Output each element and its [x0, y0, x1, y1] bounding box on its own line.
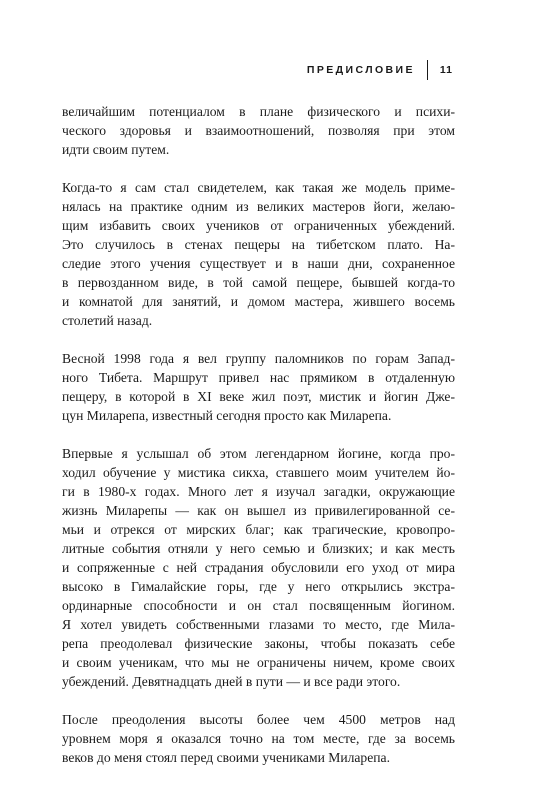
text-line: и своим ученикам, что мы не ограничены ничем, кроме своих — [62, 655, 455, 670]
paragraph — [62, 444, 455, 691]
text-line: После преодоления высоты более чем 4500 метров над — [62, 712, 455, 727]
text-line: щим избавить своих учеников от ограниченных убеждений. — [62, 218, 455, 233]
page-number: 11 — [439, 64, 453, 76]
text-line: и сопряженные с ней страдания обусловили его уход от мира — [62, 560, 455, 575]
text-line: мьи и отрекся от мирских благ; как трагические, кровопро- — [62, 522, 455, 537]
text-line: ходил обучение у мистика сикха, ставшего моим учителем йо- — [62, 465, 455, 480]
text-line: литные события отняли у него семью и близких; и как месть — [62, 541, 455, 556]
text-line: столетий назад. — [62, 313, 153, 328]
running-header — [307, 60, 453, 80]
paragraph — [62, 178, 455, 330]
text-line: Впервые я услышал об этом легендарном йогине, когда про- — [62, 446, 455, 461]
text-line: ги в 1980-х годах. Много лет я изучал загадки, окружающие — [62, 484, 455, 499]
text-line: Я хотел увидеть собственными глазами то место, где Мила- — [62, 617, 455, 632]
text-line: пещеру, в которой в XI веке жил поэт, мистик и йогин Дже- — [62, 389, 455, 404]
text-line: высоко в Гималайские горы, где у него открылись экстра- — [62, 579, 455, 594]
text-line: ординарные способности и он стал посвященным йогином. — [62, 598, 455, 613]
text-line: величайшим потенциалом в плане физического и психи- — [62, 104, 455, 119]
section-title: ПРЕДИСЛОВИЕ — [306, 64, 415, 76]
text-line: убеждений. Девятнадцать дней в пути — и все ради этого. — [62, 674, 401, 689]
body-text — [62, 102, 455, 786]
text-line: цун Миларепа, известный сегодня просто как Миларепа. — [62, 408, 392, 423]
text-line: идти своим путем. — [62, 142, 170, 157]
paragraph — [62, 349, 455, 425]
paragraph — [62, 102, 455, 159]
text-line: веков до меня стоял перед своими учениками Миларепа. — [62, 750, 390, 765]
text-line: Когда-то я сам стал свидетелем, как такая же модель приме- — [62, 180, 455, 195]
text-line: жизнь Миларепы — как он вышел из привилегированной се- — [62, 503, 455, 518]
text-line: следие этого учения существует и в наши дни, сохраненное — [62, 256, 455, 271]
text-line: и комнатой для занятий, и домом мастера, жившего восемь — [62, 294, 455, 309]
text-line: уровнем моря я оказался точно на том месте, где за восемь — [62, 731, 455, 746]
text-line: ческого здоровья и взаимоотношений, позволяя при этом — [62, 123, 455, 138]
text-line: в первозданном виде, в той самой пещере, бывшей когда-то — [62, 275, 455, 290]
text-line: ного Тибета. Маршрут привел нас прямиком в отдаленную — [62, 370, 455, 385]
text-line: нялась на практике одним из великих мастеров йоги, желаю- — [62, 199, 455, 214]
text-line: Весной 1998 года я вел группу паломников по горам Запад- — [62, 351, 455, 366]
text-line: Это случилось в стенах пещеры на тибетском плато. На- — [62, 237, 455, 252]
text-line: репа преодолевал физические законы, чтобы показать себе — [62, 636, 455, 651]
